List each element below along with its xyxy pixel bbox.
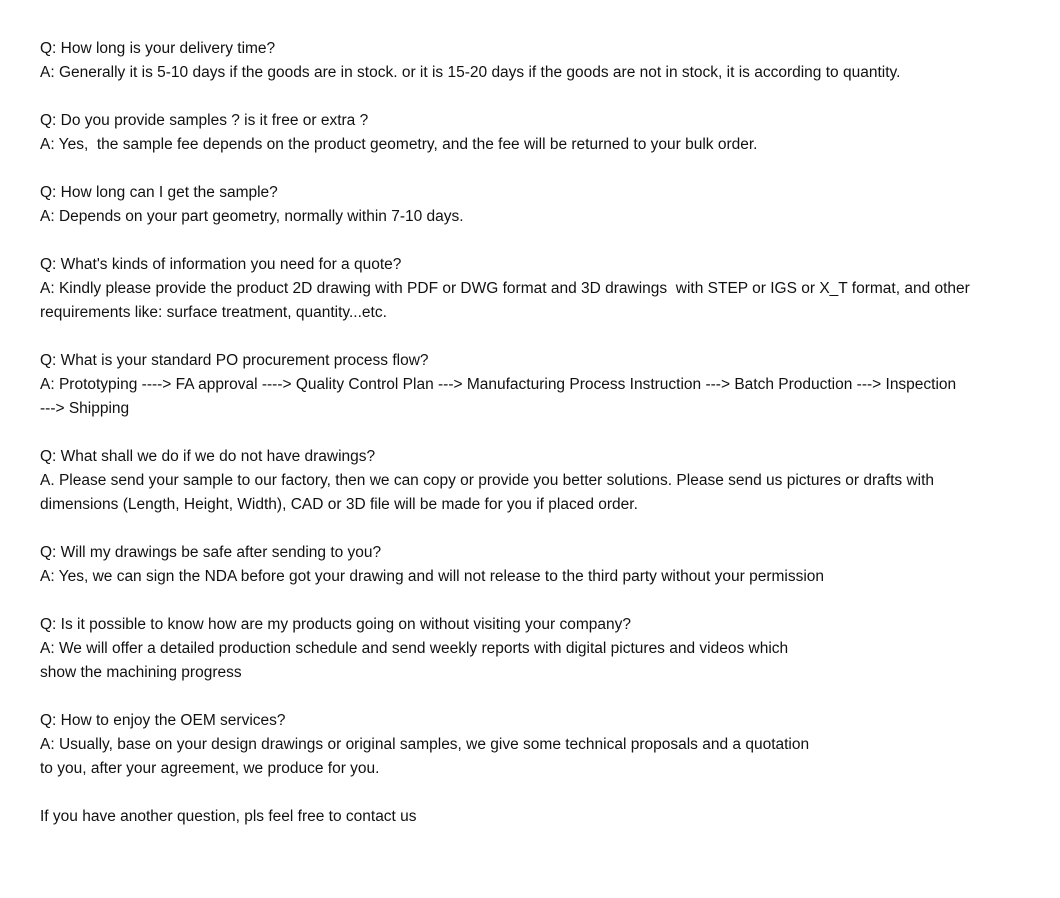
faq-answer-line: A: Generally it is 5-10 days if the goods are in stock. or it is 15-20 days if the goods are not in stock, it is according to quantity. (40, 64, 901, 81)
faq-question: Q: What's kinds of information you need for a quote? (40, 256, 402, 273)
faq-question: Q: How long is your delivery time? (40, 40, 276, 57)
faq-item (40, 253, 1040, 325)
faq-question: Q: What shall we do if we do not have drawings? (40, 448, 376, 465)
faq-item (40, 109, 1040, 157)
faq-answer-line: A: Prototyping ----> FA approval ----> Quality Control Plan ---> Manufacturing Process Instruction ---> Batch Production ---> Inspection (40, 376, 957, 393)
faq-answer-line: A: Yes, the sample fee depends on the product geometry, and the fee will be returned to your bulk order. (40, 136, 758, 153)
faq-answer-line: A: Depends on your part geometry, normally within 7-10 days. (40, 208, 464, 225)
closing-note: If you have another question, pls feel free to contact us (40, 808, 417, 825)
faq-answer-line: A: Yes, we can sign the NDA before got your drawing and will not release to the third party without your permission (40, 568, 825, 585)
faq-answer-line: A. Please send your sample to our factory, then we can copy or provide you better solutions. Please send us pictures or drafts with (40, 472, 935, 489)
faq-item (40, 613, 1040, 685)
faq-question: Q: Will my drawings be safe after sending to you? (40, 544, 382, 561)
faq-list (40, 37, 1040, 829)
faq-item (40, 445, 1040, 517)
faq-question: Q: How long can I get the sample? (40, 184, 278, 201)
faq-item (40, 709, 1040, 781)
faq-answer-line: dimensions (Length, Height, Width), CAD or 3D file will be made for you if placed order. (40, 496, 638, 513)
faq-question: Q: Do you provide samples ? is it free or extra ? (40, 112, 369, 129)
faq-answer-line: requirements like: surface treatment, quantity...etc. (40, 304, 387, 321)
faq-answer-line: ---> Shipping (40, 400, 130, 417)
faq-question: Q: What is your standard PO procurement process flow? (40, 352, 429, 369)
faq-answer-line: A: We will offer a detailed production schedule and send weekly reports with digital pictures and videos which (40, 640, 789, 657)
faq-question: Q: How to enjoy the OEM services? (40, 712, 286, 729)
faq-question: Q: Is it possible to know how are my products going on without visiting your company? (40, 616, 632, 633)
faq-answer-line: show the machining progress (40, 664, 242, 681)
faq-item (40, 37, 1040, 85)
faq-item (40, 349, 1040, 421)
faq-item (40, 541, 1040, 589)
faq-answer-line: to you, after your agreement, we produce for you. (40, 760, 380, 777)
faq-answer-line: A: Kindly please provide the product 2D drawing with PDF or DWG format and 3D drawings with STEP or IGS or X_T format, and other (40, 280, 970, 297)
faq-item (40, 181, 1040, 229)
faq-answer-line: A: Usually, base on your design drawings or original samples, we give some technical proposals and a quotation (40, 736, 810, 753)
